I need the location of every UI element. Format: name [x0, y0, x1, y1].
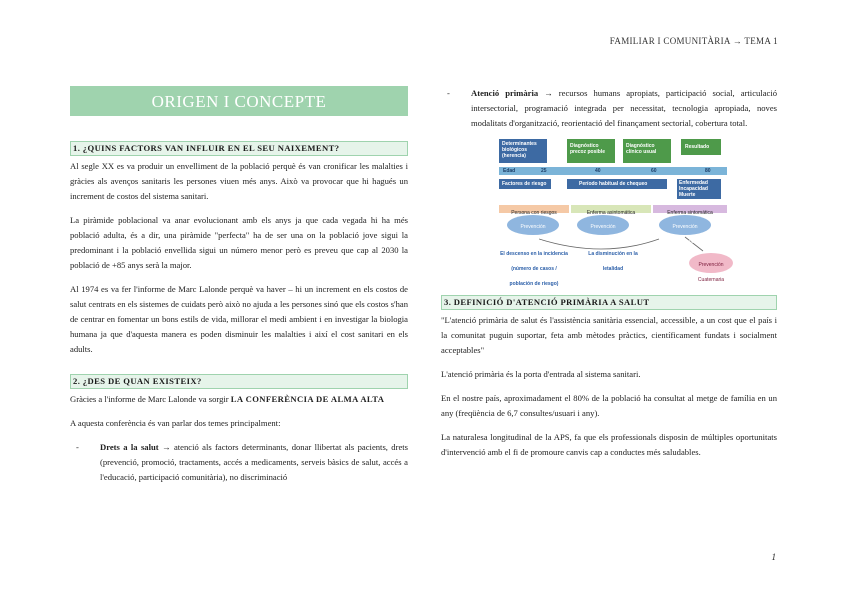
left-column	[70, 86, 408, 485]
paragraph: La piràmide poblacional va anar evolucionant amb els anys ja que cada vegada hi ha més població adulta, és a dir, una piràmide "perfecta" ha de ser una on la població jove sigui la predominant i la població envellida sigui un número menor però es preveu que cap al 2030 la població de +85 anys serà la major.	[70, 215, 408, 270]
paragraph: Al 1974 es va fer l'informe de Marc Lalonde perquè va haver – hi un increment en els costos de salut centrats en els sistemes de cuidats però això no ajuda a les persones sinó que els costos s'han de centrar en fomentar un bons estils de vida, millorar el medi ambient i en investigar la biologia humana ja que d'aquesta manera es poden disminuir les malalties i així el cost sanitari en els adults.	[70, 284, 408, 354]
diagram-note: La disminución en la letalidad	[588, 251, 638, 272]
diagram-box: Enfermedad Incapacidad Muerte	[679, 180, 708, 198]
diagram-band: Persona con riesgos	[511, 210, 557, 216]
age-tick: 40	[595, 168, 601, 174]
running-header: FAMILIAR I COMUNITÀRIA → TEMA 1	[609, 36, 778, 46]
diagram-box: Factores de riesgo	[502, 181, 547, 187]
age-tick: 60	[651, 168, 657, 174]
circle-label: Prevención Terciaria	[672, 224, 698, 245]
diagram-box: Resultado	[685, 144, 710, 150]
paragraph: Gràcies a l'informe de Marc Lalonde va sorgir LA CONFERÈNCIA DE ALMA ALTA	[70, 394, 385, 404]
paragraph: A aquesta conferència és van parlar dos temes principalment:	[70, 418, 281, 428]
diagram-box: Diagnóstico clínico usual	[626, 143, 657, 155]
paragraph: En el nostre país, aproximadament el 80% de la població ha consultat al metge de família en un any (freqüència de 6,7 consultes/usuari i any).	[441, 393, 777, 418]
diagram-box: Determinantes biológicos (herencia)	[502, 141, 537, 159]
list-item: - Drets a la salut → atenció als factors determinants, donar llibertat als pacients, drets (prevenció, promoció, tractaments, accés a medicaments, serveis bàsics de salut, accés a l'educació, participació comunitària), no discriminació	[76, 442, 409, 482]
age-tick: 25	[541, 168, 547, 174]
page-number: 1	[771, 552, 776, 562]
paragraph: "L'atenció primària de salut és l'assistència sanitària essencial, accessible, a un cost que el país i la comunitat puguin suportar, feta amb mètodes pràctics, científicament fundats i socialment acceptables"	[441, 315, 777, 355]
diagram-box: Diagnóstico precoz posible	[570, 143, 606, 155]
diagram-band: Enferma asintomática	[586, 210, 636, 216]
section-heading-3: 3. DEFINICIÓ D'ATENCIÓ PRIMÀRIA A SALUT	[441, 295, 777, 310]
diagram-band: Enferma sintomática	[667, 210, 713, 216]
section-heading-1: 1. ¿QUINS FACTORS VAN INFLUIR EN EL SEU NAIXEMENT?	[70, 141, 408, 156]
diagram-box: Período habitual de chequeo	[579, 181, 648, 187]
age-label: Edad	[503, 168, 516, 174]
age-tick: 80	[705, 168, 711, 174]
list-item: - Atenció primària → recursos humans apropiats, participació social, articulació intersectorial, programació integrada per necessitat, tecnologia apropiada, noves modalitats d'organització, reorientació del finançament sectorial, cobertura total.	[447, 88, 778, 128]
circle-label: Prevención Secundaria	[590, 224, 616, 245]
right-column	[441, 86, 777, 460]
prevention-diagram	[499, 139, 739, 285]
diagram-note: El descenso en la incidencia (número de casos / población de riesgo)	[500, 251, 568, 287]
page-title: ORIGEN I CONCEPTE	[70, 86, 408, 116]
paragraph: La naturalesa longitudinal de la APS, fa que els professionals disposin de múltiples oportunitats d'intervenció amb el fi de promoure canvis cap a conductes més saludables.	[441, 432, 777, 457]
paragraph: L'atenció primària és la porta d'entrada al sistema sanitari.	[441, 369, 641, 379]
section-heading-2: 2. ¿DES DE QUAN EXISTEIX?	[70, 374, 408, 389]
circle-label: Prevención Cuaternaria	[697, 262, 725, 283]
paragraph: Al segle XX es va produir un envelliment de la població perquè és van cronificar les malalties i gràcies als avenços sanitaris les persones viuen més anys. Això va provocar que hi hagués un increment de costos del sistema sanitari.	[70, 161, 408, 201]
circle-label: Prevención Primaria	[520, 224, 546, 245]
